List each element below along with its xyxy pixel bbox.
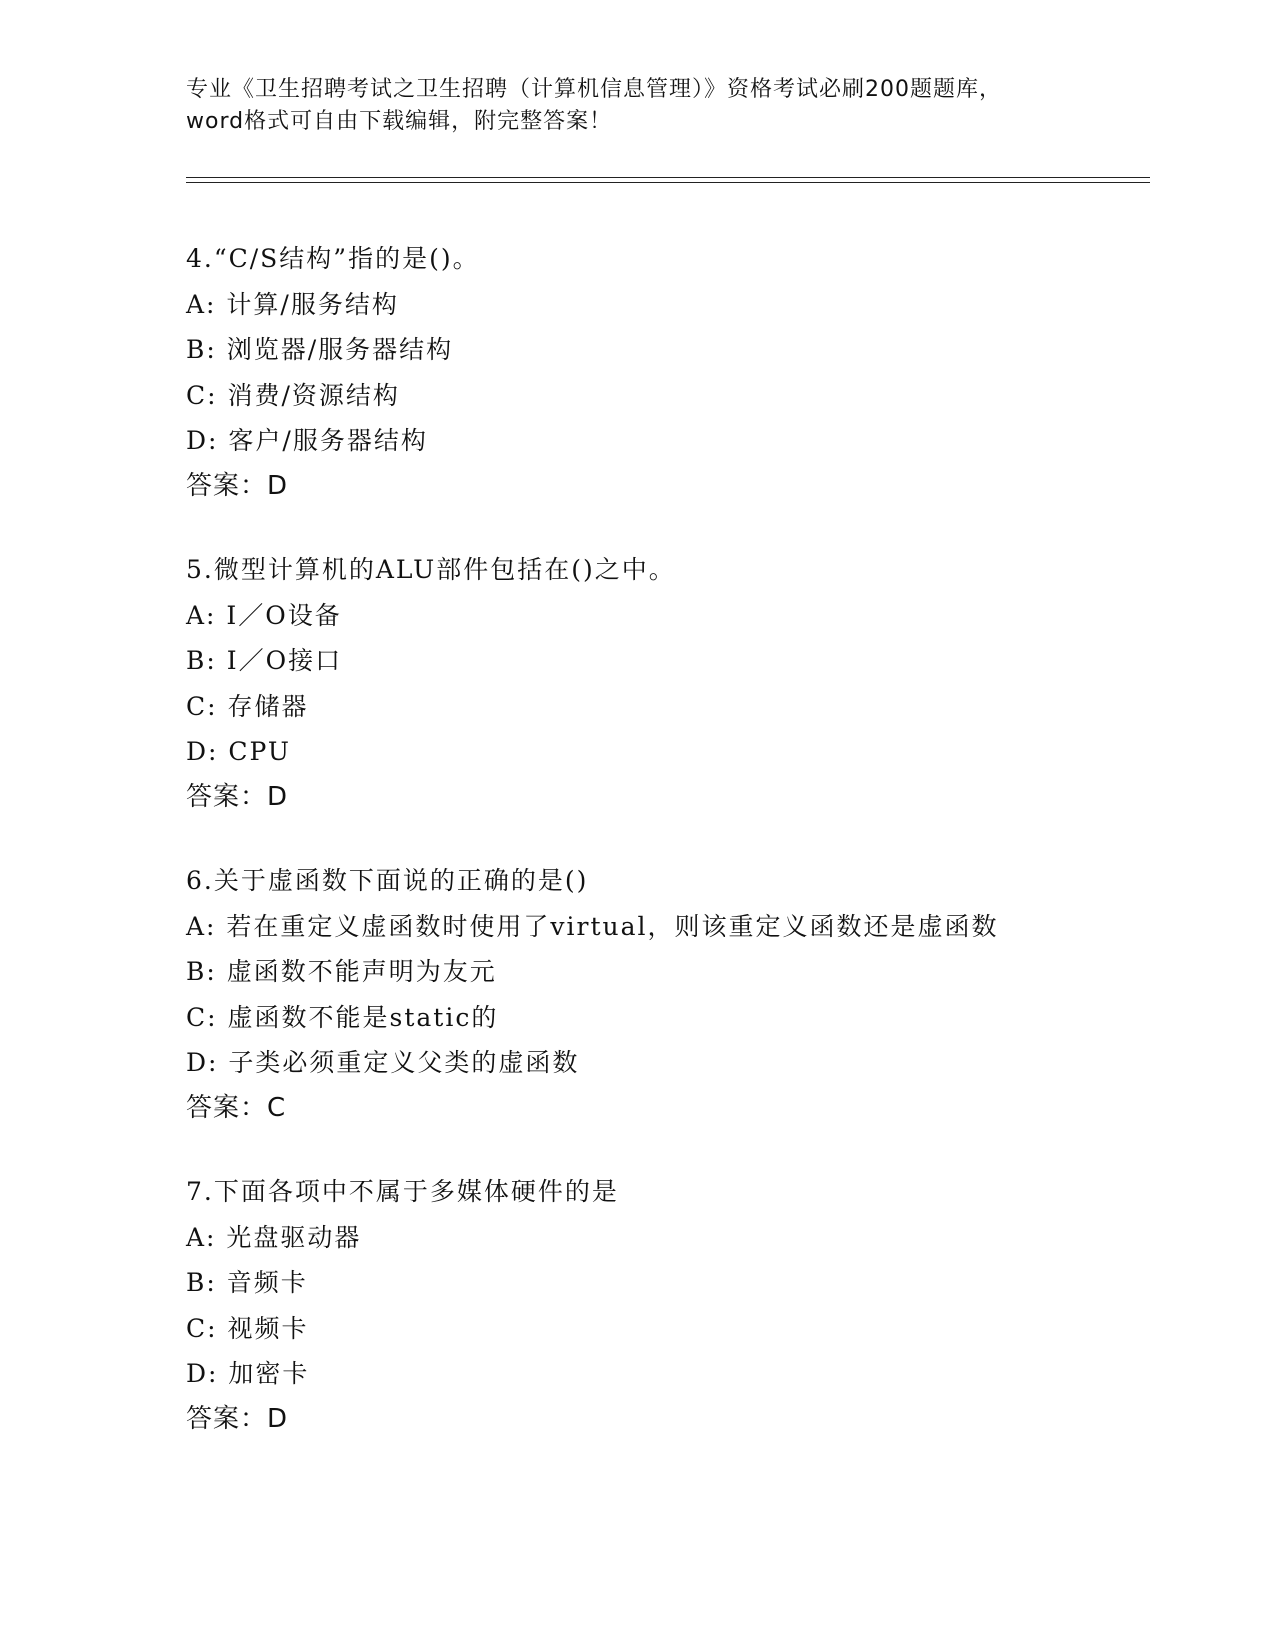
answer-line: 答案：C [186, 1092, 287, 1123]
question-stem: 5.微型计算机的ALU部件包括在()之中。 [186, 555, 676, 584]
option-c: C: 视频卡 [186, 1313, 309, 1343]
answer-line: 答案：D [186, 1403, 289, 1434]
question-list [186, 236, 1186, 1480]
header-line-2: word格式可自由下载编辑，附完整答案！ [186, 109, 613, 134]
option-c: C: 虚函数不能是static的 [186, 1002, 499, 1032]
option-b: B: 虚函数不能声明为友元 [186, 957, 497, 986]
option-b: B: I／O接口 [186, 646, 343, 675]
option-d: D: 加密卡 [186, 1359, 310, 1388]
option-d: D: CPU [186, 737, 291, 766]
option-c: C: 存储器 [186, 691, 309, 721]
question-5 [186, 547, 1186, 820]
answer-line: 答案：D [186, 781, 289, 812]
header-line-1: 专业《卫生招聘考试之卫生招聘（计算机信息管理）》资格考试必刷200题题库， [186, 77, 1002, 102]
option-b: B: 音频卡 [186, 1268, 308, 1297]
question-stem: 7.下面各项中不属于多媒体硬件的是 [186, 1177, 619, 1206]
question-4 [186, 236, 1186, 509]
option-a: A: 计算/服务结构 [186, 289, 399, 319]
answer-line: 答案：D [186, 470, 289, 501]
question-stem: 4.“C/S结构”指的是()。 [186, 244, 480, 273]
header-divider [186, 177, 1150, 183]
question-6 [186, 858, 1186, 1131]
option-d: D: 子类必须重定义父类的虚函数 [186, 1048, 580, 1077]
question-7 [186, 1169, 1186, 1442]
option-a: A: 若在重定义虚函数时使用了virtual，则该重定义函数还是虚函数 [186, 911, 999, 941]
option-d: D: 客户/服务器结构 [186, 426, 428, 455]
option-b: B: 浏览器/服务器结构 [186, 335, 454, 364]
question-stem: 6.关于虚函数下面说的正确的是() [186, 866, 589, 895]
option-a: A: I／O设备 [186, 600, 342, 630]
option-c: C: 消费/资源结构 [186, 380, 400, 410]
option-a: A: 光盘驱动器 [186, 1222, 362, 1252]
document-header [186, 74, 1086, 138]
